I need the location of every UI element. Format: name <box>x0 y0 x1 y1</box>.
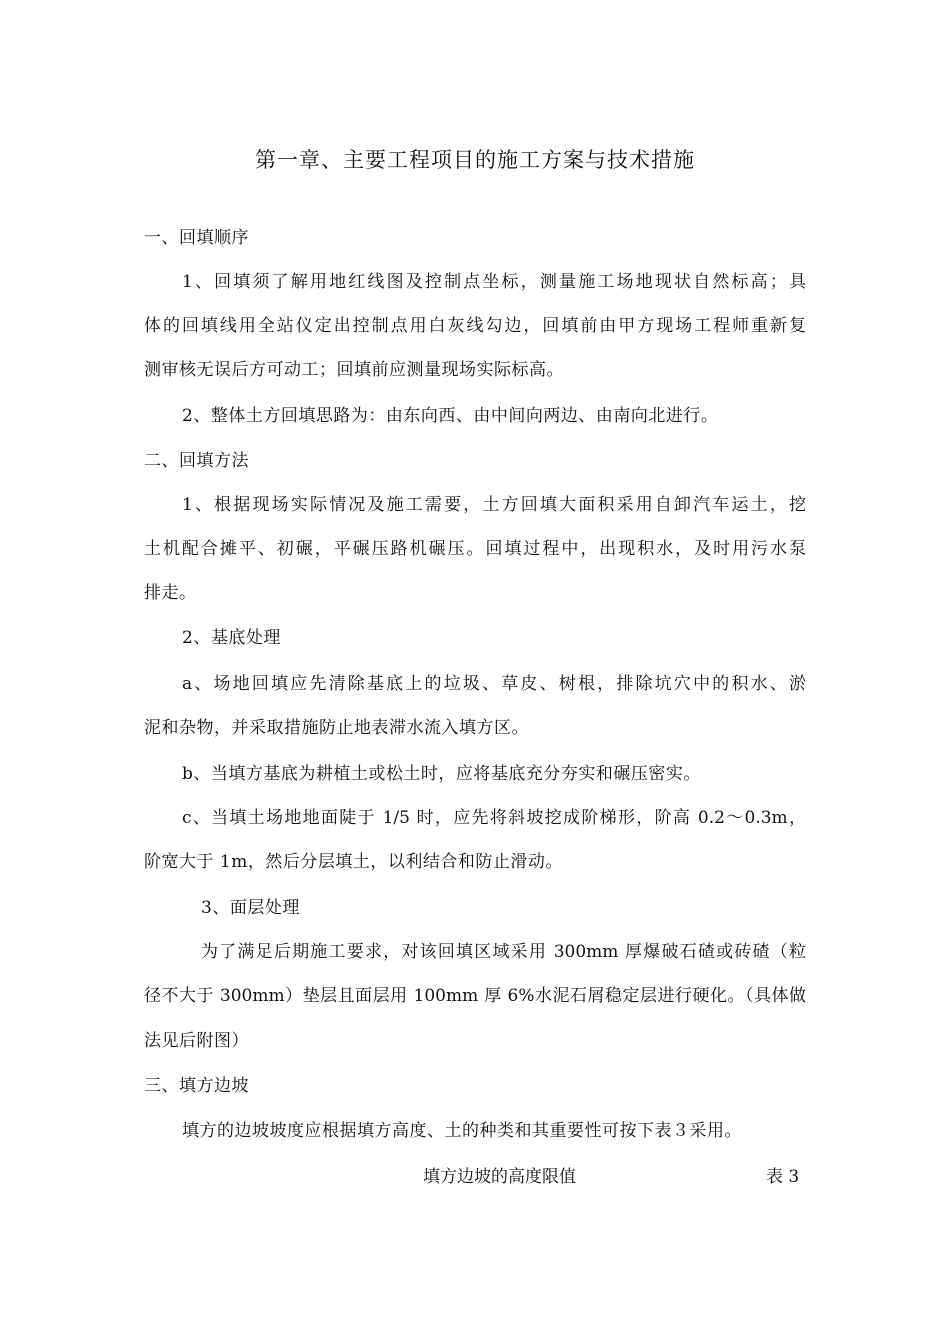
paragraph-line: 土机配合摊平、初碾，平碾压路机碾压。回填过程中，出现积水，及时用污水泵 <box>144 539 806 559</box>
paragraph-line: 法见后附图） <box>144 1031 249 1051</box>
paragraph-line: 2、整体土方回填思路为：由东向西、由中间向两边、由南向北进行。 <box>182 406 719 426</box>
section-heading-2: 二、回填方法 <box>144 451 249 471</box>
paragraph-line: 1、根据现场实际情况及施工需要，土方回填大面积采用自卸汽车运土，挖 <box>182 495 806 515</box>
paragraph-line: 径不大于 300mm）垫层且面层用 100mm 厚 6%水泥石屑稳定层进行硬化。（具体做 <box>144 986 806 1006</box>
subheading: 3、面层处理 <box>201 898 300 918</box>
paragraph-line: c、当填土场地地面陡于 1/5 时，应先将斜坡挖成阶梯形，阶高 0.2～0.3m， <box>182 808 806 828</box>
paragraph-line: 排走。 <box>144 583 197 603</box>
page-title: 第一章、主要工程项目的施工方案与技术措施 <box>255 148 695 172</box>
paragraph-line: 测审核无误后方可动工；回填前应测量现场实际标高。 <box>144 360 564 380</box>
paragraph-line: 体的回填线用全站仪定出控制点用白灰线勾边，回填前由甲方现场工程师重新复 <box>144 316 806 336</box>
section-heading-1: 一、回填顺序 <box>144 228 249 248</box>
table-caption: 填方边坡的高度限值 <box>423 1167 576 1187</box>
paragraph-line: 为了满足后期施工要求，对该回填区域采用 300mm 厚爆破石碴或砖碴（粒 <box>201 942 806 962</box>
paragraph-line: 1、回填须了解用地红线图及控制点坐标，测量施工场地现状自然标高；具 <box>182 272 806 292</box>
subheading: 2、基底处理 <box>182 628 281 648</box>
paragraph-line: b、当填方基底为耕植土或松土时，应将基底充分夯实和碾压密实。 <box>182 764 701 784</box>
paragraph-line: a、场地回填应先清除基底上的垃圾、草皮、树根，排除坑穴中的积水、淤 <box>182 674 806 694</box>
paragraph-line: 阶宽大于 1m，然后分层填土，以利结合和防止滑动。 <box>144 852 563 872</box>
paragraph-line: 泥和杂物，并采取措施防止地表滞水流入填方区。 <box>144 718 529 738</box>
table-number: 表 3 <box>766 1167 800 1187</box>
paragraph-line: 填方的边坡坡度应根据填方高度、土的种类和其重要性可按下表３采用。 <box>182 1121 742 1141</box>
section-heading-3: 三、填方边坡 <box>144 1076 249 1096</box>
